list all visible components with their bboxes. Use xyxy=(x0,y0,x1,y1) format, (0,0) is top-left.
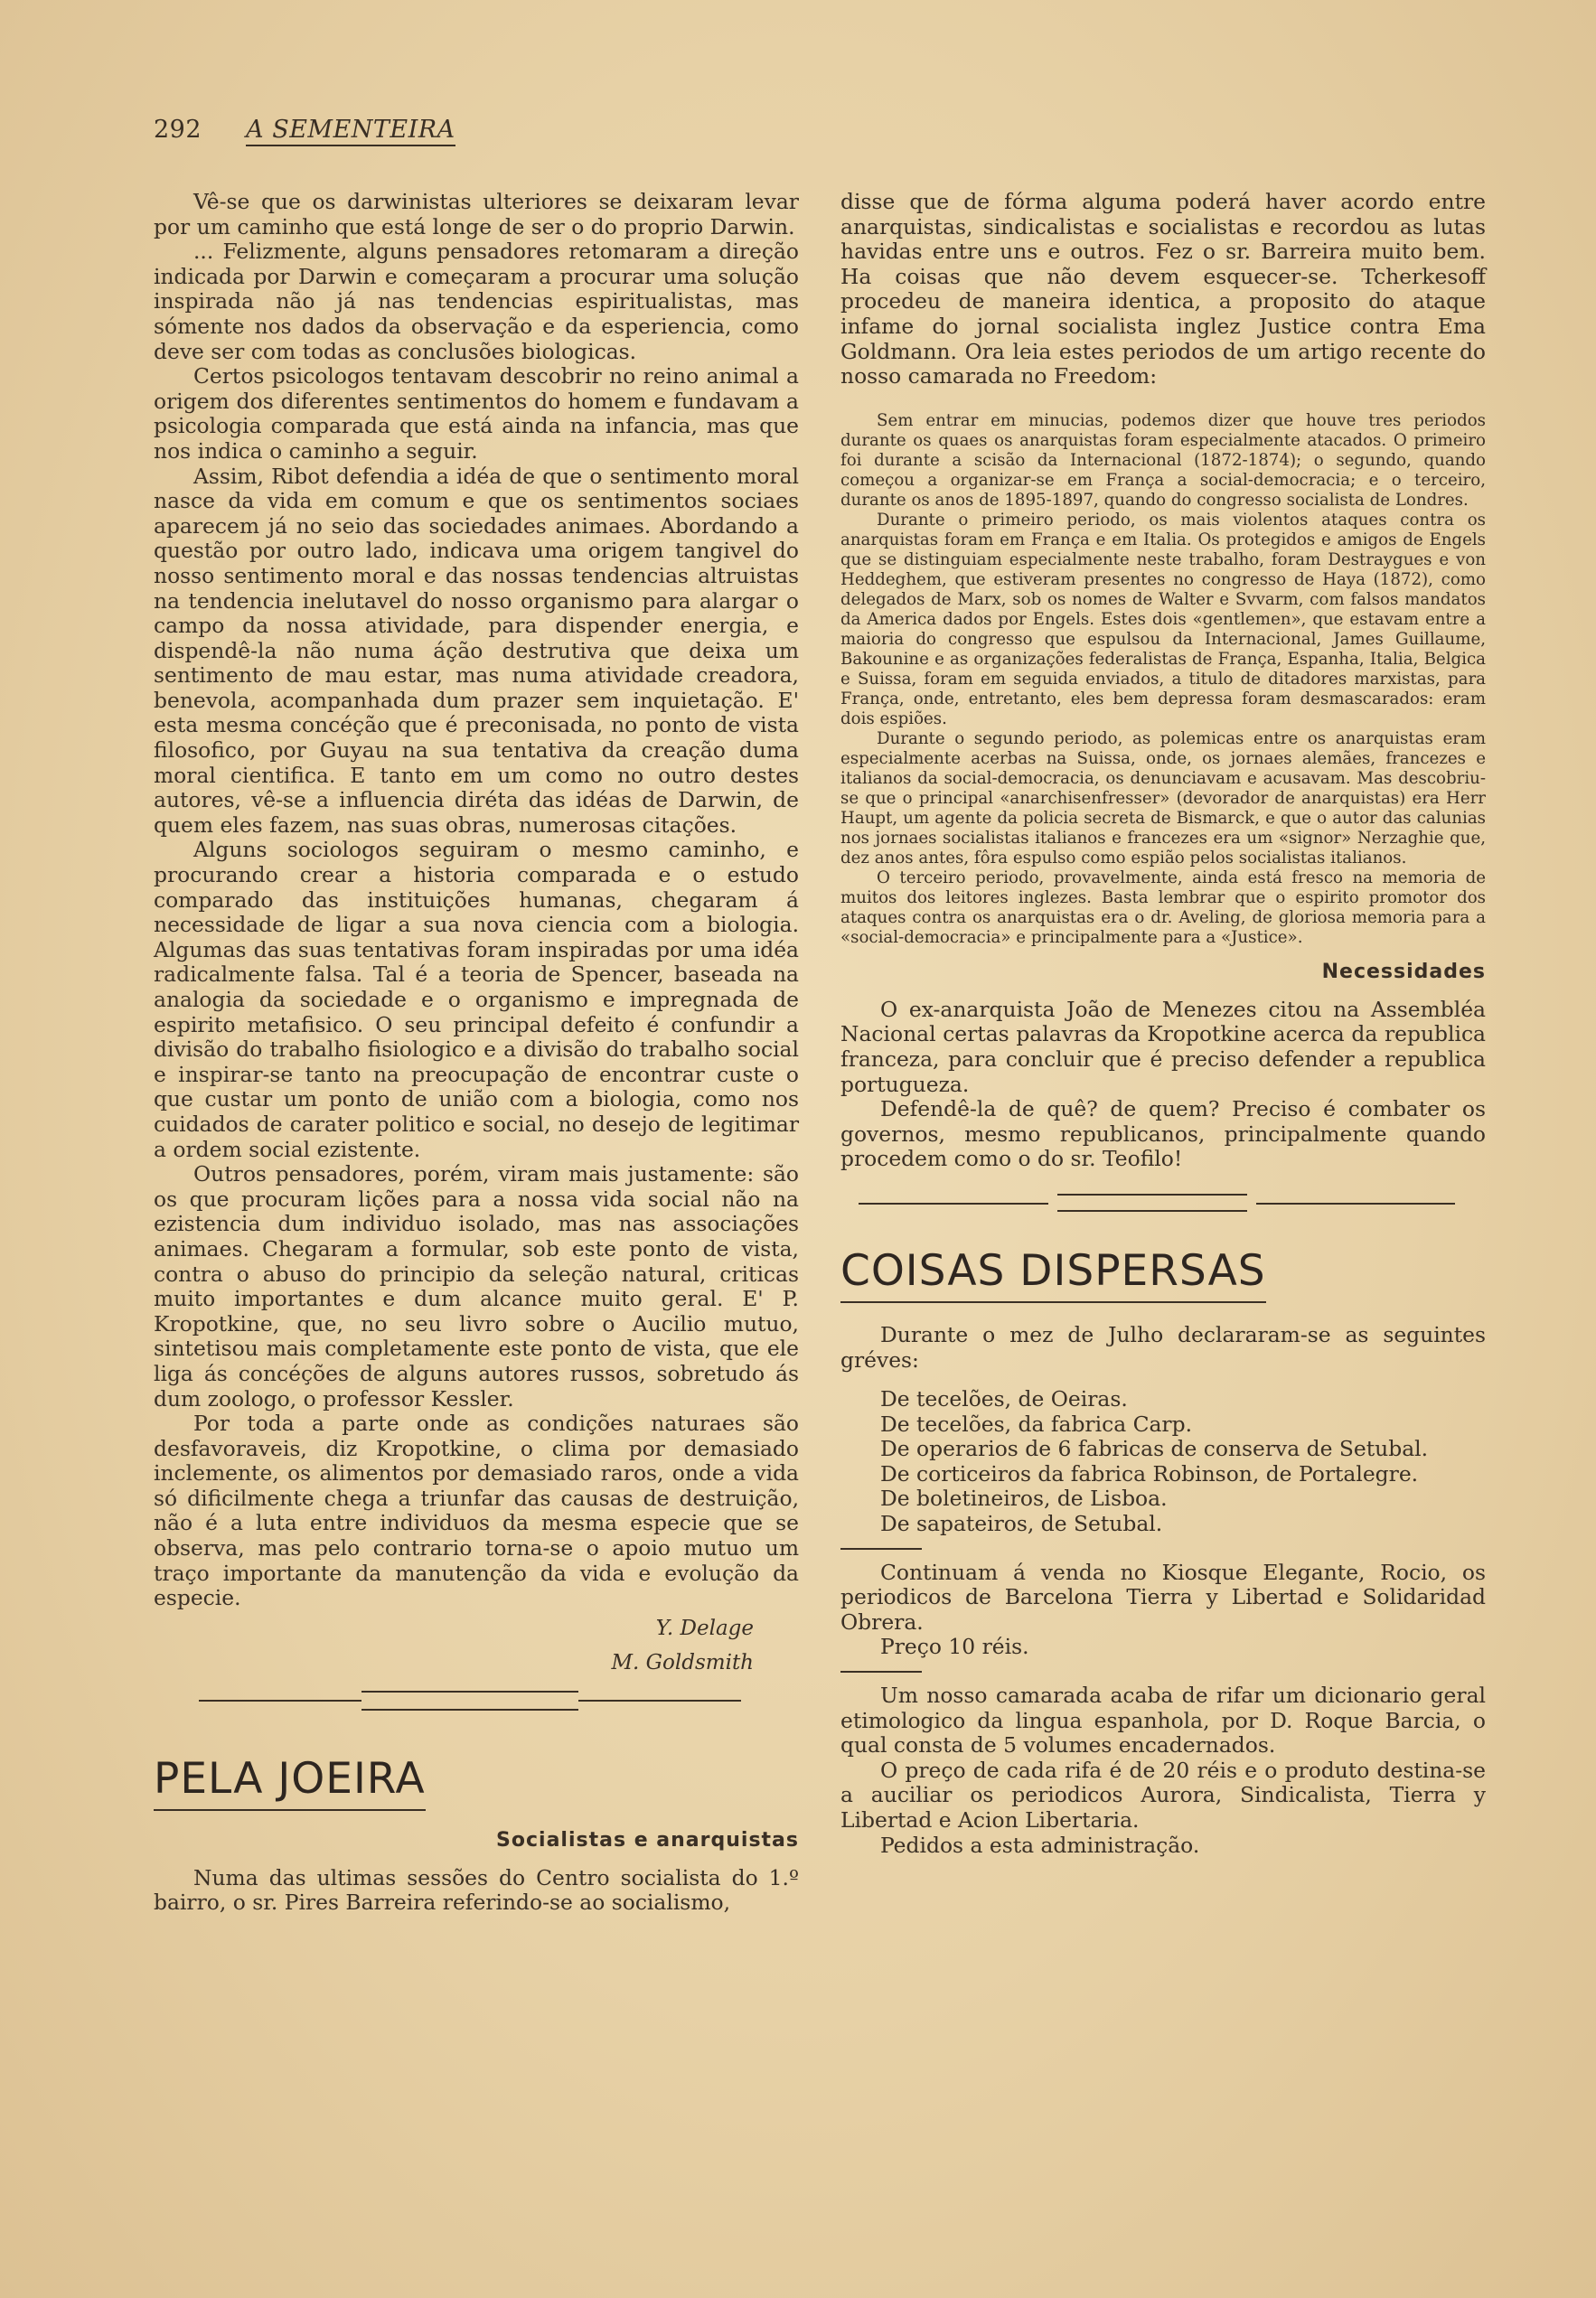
short-divider xyxy=(840,1671,922,1673)
left-column xyxy=(154,190,799,1916)
list-item: De tecelões, de Oeiras. xyxy=(880,1386,1128,1412)
list-item: De boletineiros, de Lisboa. xyxy=(880,1486,1168,1512)
quote-paragraph: Sem entrar em minucias, podemos dizer que houve tres periodos durante os quaes os anarquistas foram especialmente atacados. O primeiro foi durante a scisão da Internacional (1872-1874); o segundo, quando começou a organizar-se em França a social-democracia; e o terceiro, durante os anos de 1895-1897, quando do congresso socialista de Londres. xyxy=(840,410,1486,510)
section-divider xyxy=(840,1183,1486,1219)
article-paragraph: Vê-se que os darwinistas ulteriores se deixaram levar por um caminho que está longe de ser o do proprio Darwin. xyxy=(154,189,799,239)
article-paragraph: Outros pensadores, porém, viram mais justamente: são os que procuram lições para a nossa vida social não na ezistencia dum individuo isolado, mas nas associações animaes. Chegaram a formular, sob este ponto de vista, contra o abuso do principio da seleção natural, criticas muito importantes e dum alcance muito geral. E' P. Kropotkine, que, no seu livro sobre o Aucilio mutuo, sintetisou mais completamente este ponto de vista, que ele liga ás concéções de alguns autores russos, sobretudo ás dum zoologo, o professor Kessler. xyxy=(154,1161,799,1412)
greves-list xyxy=(840,1323,1486,1537)
article-paragraph: Por toda a parte onde as condições naturaes são desfavoraveis, diz Kropotkine, o clima por demasiado inclemente, os alimentos por demasiado raros, onde a vida só dificilmente chega a triunfar das causas de destruição, não é a luta entre individuos da mesma especie que se observa, mas pelo contrario torna-se o apoio mutuo um traço importante da manutenção da vida e evolução da especie. xyxy=(154,1411,799,1611)
list-item: De operarios de 6 fabricas de conserva de Setubal. xyxy=(880,1436,1429,1462)
subsection-title: Socialistas e anarquistas xyxy=(496,1828,799,1852)
section-divider xyxy=(154,1691,799,1727)
article-paragraph: Numa das ultimas sessões do Centro socialista do 1.º bairro, o sr. Pires Barreira referindo-se ao socialismo, xyxy=(154,1864,799,1916)
short-divider xyxy=(840,1548,922,1550)
article-paragraph: O ex-anarquista João de Menezes citou na Assembléa Nacional certas palavras da Kropotkine acerca da republica franceza, para concluir que é preciso defender a republica portugueza. xyxy=(840,996,1486,1097)
article-paragraph: Durante o mez de Julho declararam-se as seguintes gréves: xyxy=(840,1321,1486,1373)
section-title-pela-joeira: PELA JOEIRA xyxy=(154,1754,426,1811)
subsection-title: Necessidades xyxy=(1321,960,1486,983)
signature: M. Goldsmith xyxy=(611,1650,754,1674)
article-paragraph: Defendê-la de quê? de quem? Preciso é combater os governos, mesmo republicanos, principalmente quando procedem como o do sr. Teofilo! xyxy=(840,1096,1486,1172)
right-column xyxy=(840,190,1486,1858)
article-paragraph: Um nosso camarada acaba de rifar um dicionario geral etimologico da lingua espanhola, por D. Roque Barcia, o qual consta de 5 volumes encadernados. xyxy=(840,1683,1486,1759)
quote-paragraph: Durante o primeiro periodo, os mais violentos ataques contra os anarquistas foram em França e em Italia. Os protegidos e amigos de Engels que se distinguiam especialmente neste trabalho, foram Destraygues e von Heddeghem, que estiveram presentes no congresso de Haya (1872), como delegados de Marx, sob os nomes de Walter e Svvarm, com falsos mandatos da America dados por Engels. Estes dois «gentlemen», que estavam entre a maioria do congresso que espulsou da Internacional, James Guillaume, Bakounine e as organizações federalistas de França, Espanha, Italia, Belgica e Suissa, foram em seguida enviados, a titulo de ditadores marxistas, para França, onde, entretanto, eles bem depressa foram desmascarados: eram dois espiões. xyxy=(840,510,1486,728)
article-paragraph: O preço de cada rifa é de 20 réis e o produto destina-se a auciliar os periodicos Aurora, Sindicalista, Tierra y Libertad e Acion Libertaria. xyxy=(840,1757,1486,1833)
article-paragraph: Alguns sociologos seguiram o mesmo caminho, e procurando crear a historia comparada e o estudo comparado das instituições humanas, chegaram á necessidade de ligar a sua nova ciencia com a biologia. Algumas das suas tentativas foram inspiradas por uma idéa radicalmente falsa. Tal é a teoria de Spencer, baseada na analogia da sociedade e o organismo e impregnada de espirito metafisico. O seu principal defeito é confundir a divisão do trabalho fisiologico e a divisão do trabalho social e inspirar-se tanto na preocupação de encontrar custe o que custar um ponto de união com a biologia, como nos cuidados de carater politico e social, no desejo de legitimar a ordem social ezistente. xyxy=(154,837,799,1162)
signature: Y. Delage xyxy=(655,1616,754,1640)
list-item: De tecelões, da fabrica Carp. xyxy=(880,1411,1193,1437)
article-signatures xyxy=(154,1611,799,1680)
article-paragraph: Certos psicologos tentavam descobrir no reino animal a origem dos diferentes sentimentos do homem e fundavam a psicologia comparada que está ainda na infancia, mas que nos indica o caminho a seguir. xyxy=(154,363,799,464)
article-paragraph: ... Felizmente, alguns pensadores retomaram a direção indicada por Darwin e começaram a procurar uma solução inspirada não já nas tendencias espiritualistas, mas sómente nos dados da observação e da esperiencia, como deve ser com todas as conclusões biologicas. xyxy=(154,239,799,364)
quote-paragraph: Durante o segundo periodo, as polemicas entre os anarquistas eram especialmente acerbas na Suissa, onde, os jornaes alemães, francezes e italianos da social-democracia, os denunciavam e acusavam. Mas descobriu-se que o principal «anarchisenfresser» (devorador de anarquistas) era Herr Haupt, um agente da policia secreta de Bismarck, e que o autor das calunias nos jornaes socialistas italianos e francezes era um «signor» Nerzaghie que, dez anos antes, fôra espulso como espião pelos socialistas italianos. xyxy=(840,728,1486,868)
freedom-quote xyxy=(840,411,1486,948)
list-item: De corticeiros da fabrica Robinson, de Portalegre. xyxy=(880,1460,1419,1487)
publication-title: A SEMENTEIRA xyxy=(246,116,455,146)
article-paragraph: Assim, Ribot defendia a idéa de que o sentimento moral nasce da vida em comum e que os sentimentos sociaes aparecem já no seio das sociedades animaes. Abordando a questão por outro lado, indicava uma origem tangivel do nosso sentimento moral e das nossas tendencias altruistas na tendencia inelutavel do nosso organismo para alargar o campo da nossa atividade, para dispender energia, e dispendê-la não numa áção destrutiva que deixa um sentimento de mau estar, mas numa atividade creadora, benevola, acompanhada dum prazer sem inquietação. E' esta mesma concéção que é preconisada, no ponto de vista filosofico, por Guyau na sua tentativa da creação duma moral cientifica. E tanto em um como no outro destes autores, vê-se a influencia diréta das idéas de Darwin, de quem eles fazem, nas suas obras, numerosas citações. xyxy=(154,463,799,838)
article-paragraph: disse que de fórma alguma poderá haver acordo entre anarquistas, sindicalistas e socialistas e recordou as lutas havidas entre uns e outros. Fez o sr. Barreira muito bem. Ha coisas que não devem esquecer-se. Tcherkesoff procedeu de maneira identica, a proposito do ataque infame do jornal socialista inglez Justice contra Ema Goldmann. Ora leia estes periodos de um artigo recente do nosso camarada no Freedom: xyxy=(840,189,1486,389)
page-header xyxy=(154,116,455,144)
list-item: De sapateiros, de Setubal. xyxy=(880,1511,1163,1537)
quote-paragraph: O terceiro periodo, provavelmente, ainda está fresco na memoria de muitos dos leitores inglezes. Basta lembrar que o espirito promotor dos ataques contra os anarquistas era o dr. Aveling, de gloriosa memoria para a «social-democracia» e principalmente para a «Justice». xyxy=(840,868,1486,947)
article-paragraph: Continuam á venda no Kiosque Elegante, Rocio, os periodicos de Barcelona Tierra y Libertad e Solidaridad Obrera. xyxy=(840,1559,1486,1635)
page-number: 292 xyxy=(154,116,202,144)
section-title-coisas-dispersas: COISAS DISPERSAS xyxy=(840,1246,1266,1303)
article-paragraph: Pedidos a esta administração. xyxy=(880,1832,1200,1858)
article-paragraph: Preço 10 réis. xyxy=(880,1634,1029,1660)
